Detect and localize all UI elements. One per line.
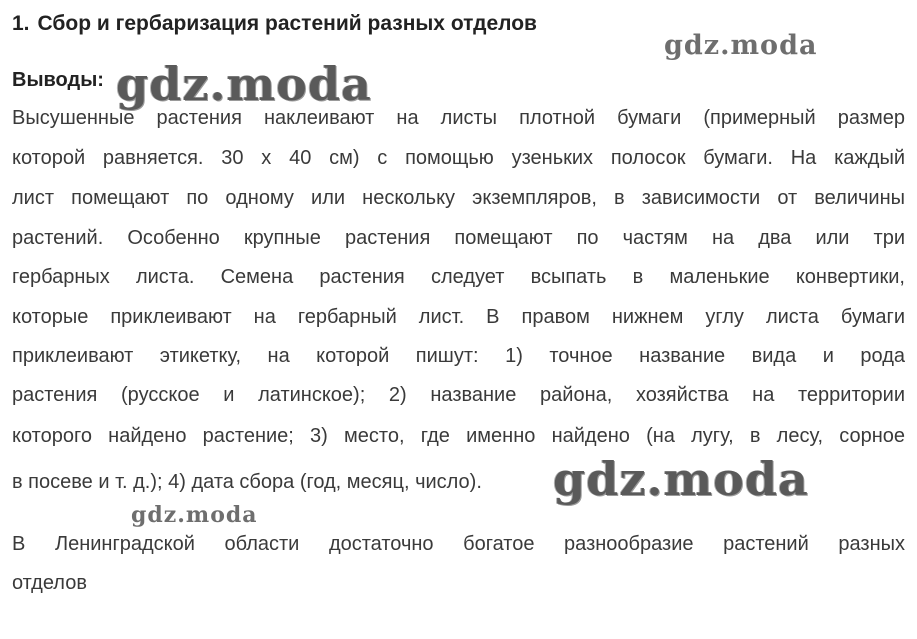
text-line: приклеивают этикетку, на которой пишут: 1) точное название вида и рода <box>12 345 905 367</box>
watermark: gdz.moda <box>553 452 809 506</box>
section-title <box>12 12 537 36</box>
watermark: gdz.moda <box>116 57 372 111</box>
section-number: 1. <box>12 12 30 35</box>
text-line: растения (русское и латинское); 2) название района, хозяйства на территории <box>12 384 905 406</box>
text-line: которой равняется. 30 х 40 см) с помощью узеньких полосок бумаги. На каждый <box>12 147 905 169</box>
text-line: отделов <box>12 572 87 594</box>
watermark: gdz.moda <box>131 502 258 528</box>
text-line: гербарных листа. Семена растения следует всыпать в маленькие конвертики, <box>12 266 905 288</box>
section-title-text: Сбор и гербаризация растений разных отделов <box>37 12 537 35</box>
text-line: лист помещают по одному или нескольку экземпляров, в зависимости от величины <box>12 187 905 209</box>
text-line: Высушенные растения наклеивают на листы плотной бумаги (примерный размер <box>12 107 905 129</box>
text-line: которые приклеивают на гербарный лист. В правом нижнем углу листа бумаги <box>12 306 905 328</box>
text-line: которого найдено растение; 3) место, где именно найдено (на лугу, в лесу, сорное <box>12 425 905 447</box>
conclusions-label: Выводы: <box>12 69 104 91</box>
text-line: растений. Особенно крупные растения помещают по частям на два или три <box>12 227 905 249</box>
watermark: gdz.moda <box>664 30 818 61</box>
text-line: в посеве и т. д.); 4) дата сбора (год, месяц, число). <box>12 471 482 493</box>
text-line: В Ленинградской области достаточно богатое разнообразие растений разных <box>12 533 905 555</box>
